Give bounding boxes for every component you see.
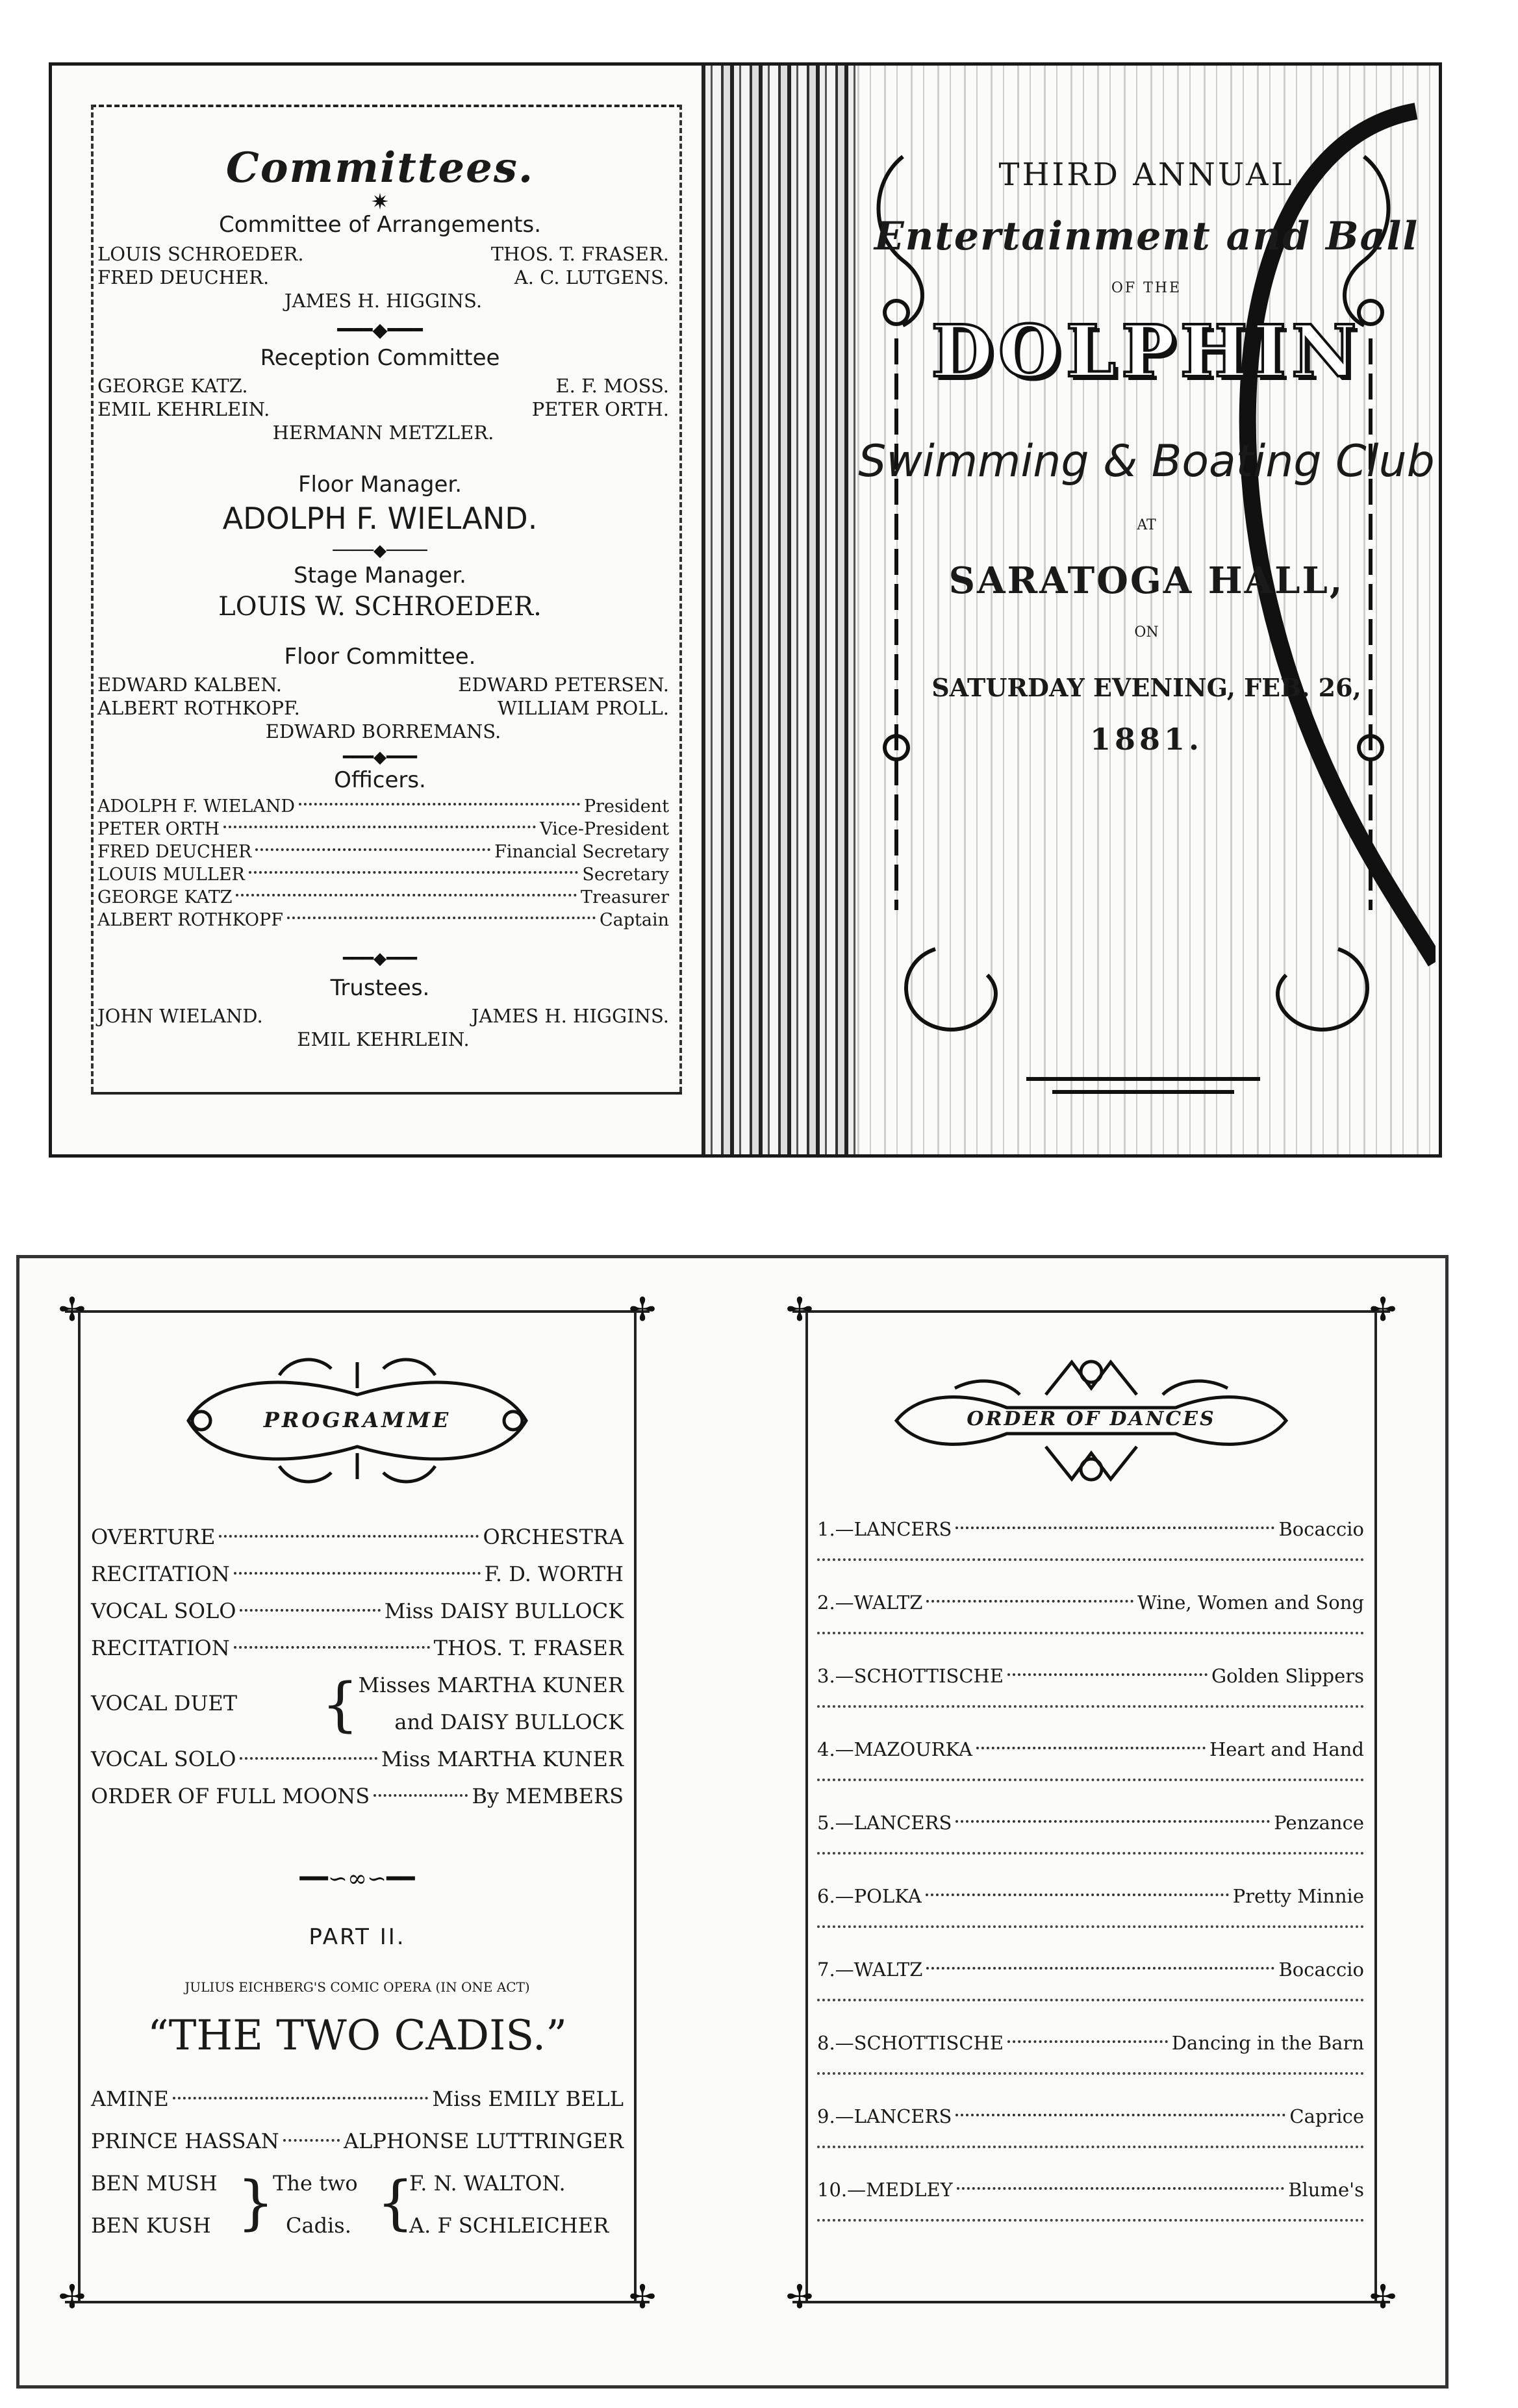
officer-name: GEORGE KATZ [97,887,233,907]
stage-manager-heading: Stage Manager. [294,563,466,589]
dance-tune: Heart and Hand [1209,1738,1364,1760]
dance-name: WALTZ [854,1591,923,1614]
arrangements-member: THOS. T. FRASER. [490,243,669,265]
brace-icon: { [377,2169,414,2237]
dance-number: 4. [817,1738,835,1760]
arrangements-member: A. C. LUTGENS. [514,266,669,288]
programme-act: VOCAL SOLO [91,1599,236,1623]
cadis-note: Cadis. [286,2213,351,2238]
programme-list [91,1525,624,1817]
dance-number: 3. [817,1665,835,1687]
dance-name: MAZOURKA [854,1738,972,1760]
dance-number: 2. [817,1591,835,1614]
dance-tune: Dancing in the Barn [1171,2032,1364,2054]
programme-performer: ORCHESTRA [483,1525,624,1549]
floor-committee-member: EDWARD KALBEN. [97,674,282,696]
programme-duet [91,1673,624,1744]
cast-actor: F. N. WALTON. [409,2171,566,2196]
dance-number: 6. [817,1885,835,1907]
floor-committee-heading: Floor Committee. [284,644,476,670]
trustee-name: EMIL KEHRLEIN. [297,1028,470,1050]
arrangements-heading: Committee of Arrangements. [218,212,542,238]
programme-row [91,1599,624,1623]
dance-name: LANCERS [854,1812,952,1834]
stage-manager-name: LOUIS W. SCHROEDER. [218,592,542,622]
officer-name: ALBERT ROTHKOPF [97,910,283,930]
dance-name: LANCERS [854,2105,952,2127]
reception-member: GEORGE KATZ. [97,375,248,397]
dance-tune: Bocaccio [1278,1518,1364,1540]
officer-name: LOUIS MULLER [97,865,245,885]
floor-committee-member: ALBERT ROTHKOPF. [97,697,300,719]
brace-icon: { [322,1671,359,1739]
trustee-name: JAMES H. HIGGINS. [471,1005,669,1027]
reception-heading: Reception Committee [260,345,500,371]
bottom-scan-panel [16,1255,1448,2389]
star-ornament-icon: ✷ [370,189,390,215]
cast-list [91,2086,624,2281]
dance-tune: Golden Slippers [1211,1665,1364,1687]
corner-ornament-icon: ✢ [629,1291,656,1328]
officer-role: Treasurer [580,887,669,907]
dance-row: 8. — SCHOTTISCHE Dancing in the Barn [817,2032,1364,2054]
cast-role: PRINCE HASSAN [91,2129,279,2153]
reception-member: EMIL KEHRLEIN. [97,398,270,420]
dance-row: 4. — MAZOURKA Heart and Hand [817,1738,1364,1760]
dance-number: 5. [817,1812,835,1834]
programme-performer: F. D. WORTH [484,1562,624,1586]
dance-number: 7. [817,1958,835,1981]
programme-row [91,1784,624,1808]
dance-name: WALTZ [854,1958,923,1981]
divider-ornament-icon: ━━━◆━━━ [343,748,417,767]
dance-name: LANCERS [854,1518,952,1540]
programme-act: OVERTURE [91,1525,216,1549]
dance-tune: Pretty Minnie [1232,1885,1364,1907]
officer-role: Vice-President [540,819,669,839]
fold-streaks [702,66,857,1154]
trustees-heading: Trustees. [330,975,430,1001]
cover-on: ON [1134,624,1159,640]
dances-list [817,1518,1364,2272]
cover-entertainment: Entertainment and Ball [874,214,1419,259]
programme-performer: and DAISY BULLOCK [394,1710,624,1734]
cover-third-annual: THIRD ANNUAL [998,157,1295,193]
cover-venue: SARATOGA HALL, [948,559,1345,602]
dance-row: 10. — MEDLEY Blume's [817,2179,1364,2201]
programme-row [91,1747,624,1771]
floor-committee-member: EDWARD PETERSEN. [458,674,669,696]
corner-ornament-icon: ✢ [58,1291,86,1328]
dances-card [786,1291,1397,2324]
brace-icon: } [237,2169,275,2237]
programme-performer: Misses MARTHA KUNER [358,1673,624,1697]
programme-act: ORDER OF FULL MOONS [91,1784,370,1808]
floor-committee-member: WILLIAM PROLL. [498,697,669,719]
officers-heading: Officers. [334,767,426,793]
cast-role: BEN KUSH [91,2213,211,2238]
programme-row [91,1562,624,1586]
cover-club-name: DOLPHIN [931,309,1362,393]
programme-card [58,1291,656,2324]
officer-role: Financial Secretary [494,842,669,862]
corner-ornament-icon: ✢ [1369,2278,1397,2316]
programme-performer: THOS. T. FRASER [433,1636,624,1660]
officer-role: Captain [599,910,669,930]
dance-name: SCHOTTISCHE [854,2032,1004,2054]
corner-ornament-icon: ✢ [629,2278,656,2316]
officer-name: FRED DEUCHER [97,842,252,862]
cadis-note: The two [273,2171,358,2196]
dance-number: 1. [817,1518,835,1540]
programme-performer: Miss MARTHA KUNER [381,1747,624,1771]
programme-title: PROGRAMME [263,1408,451,1432]
dance-number: 9. [817,2105,835,2127]
cover-card [857,66,1436,1154]
scroll-ornament-icon [1278,949,1367,1030]
programme-act: RECITATION [91,1562,230,1586]
committees-card [78,92,682,1124]
cast-row [91,2086,624,2111]
cast-role: AMINE [91,2086,169,2111]
floor-manager-heading: Floor Manager. [297,472,462,498]
divider-ornament-icon: ━━━◆━━━ [337,319,423,342]
cover-of-the: OF THE [1111,280,1182,296]
dance-tune: Wine, Women and Song [1137,1591,1364,1614]
cast-role: BEN MUSH [91,2171,218,2196]
arrangements-member: LOUIS SCHROEDER. [97,243,304,265]
programme-performer: By MEMBERS [472,1784,624,1808]
reception-member: HERMANN METZLER. [272,422,494,444]
cast-actor: Miss EMILY BELL [432,2086,624,2111]
divider-ornament-icon: ━━∽∞∽━━ [299,1866,415,1892]
dance-row: 6. — POLKA Pretty Minnie [817,1885,1364,1907]
cover-date: SATURDAY EVENING, FEB. 26, [931,673,1361,702]
cover-at: AT [1137,517,1156,533]
cover-club-subtitle: Swimming & Boating Club [858,436,1435,487]
dance-row: 7. — WALTZ Bocaccio [817,1958,1364,1981]
officers-list [97,796,669,946]
programme-act: RECITATION [91,1636,230,1660]
programme-act: VOCAL SOLO [91,1747,236,1771]
programme-performer: Miss DAISY BULLOCK [384,1599,624,1623]
dance-row: 5. — LANCERS Penzance [817,1812,1364,1834]
corner-ornament-icon: ✢ [1369,1291,1397,1328]
officer-name: PETER ORTH [97,819,220,839]
officer-role: Secretary [582,865,669,885]
cover-year: 1881. [1089,722,1204,757]
dance-row: 3. — SCHOTTISCHE Golden Slippers [817,1665,1364,1687]
top-scan-panel [49,62,1442,1158]
corner-ornament-icon: ✢ [786,1291,813,1328]
dance-name: SCHOTTISCHE [854,1665,1004,1687]
dance-name: POLKA [854,1885,922,1907]
dance-tune: Bocaccio [1278,1958,1364,1981]
reception-member: E. F. MOSS. [555,375,669,397]
committees-title: Committees. [225,144,535,192]
part-heading: PART II. [309,1924,406,1950]
dance-tune: Penzance [1274,1812,1364,1834]
cast-actor: A. F SCHLEICHER [409,2213,609,2238]
scroll-ornament-icon [906,949,996,1030]
dance-tune: Caprice [1289,2105,1364,2127]
reception-member: PETER ORTH. [531,398,669,420]
dance-tune: Blume's [1288,2179,1364,2201]
corner-ornament-icon: ✢ [58,2278,86,2316]
opera-note: JULIUS EICHBERG'S COMIC OPERA (IN ONE ACT) [184,1979,530,1995]
cast-row [91,2129,624,2153]
arrangements-member: FRED DEUCHER. [97,266,270,288]
officer-name: ADOLPH F. WIELAND [97,796,296,817]
dance-name: MEDLEY [866,2179,953,2201]
dance-number: 8. [817,2032,835,2054]
divider-ornament-icon: ━━━◆━━━ [343,949,417,969]
officer-role: President [583,796,669,817]
opera-title: “THE TWO CADIS.” [147,2012,567,2060]
dance-row: 9. — LANCERS Caprice [817,2105,1364,2127]
trustee-name: JOHN WIELAND. [97,1005,263,1027]
cast-actor: ALPHONSE LUTTRINGER [344,2129,624,2153]
floor-committee-member: EDWARD BORREMANS. [265,720,501,742]
dances-title: ORDER OF DANCES [967,1408,1216,1430]
dance-row: 2. — WALTZ Wine, Women and Song [817,1591,1364,1614]
dance-number: 10. [817,2179,848,2201]
divider-ornament-icon: ────◆──── [333,541,427,561]
programme-row [91,1636,624,1660]
dance-row: 1. — LANCERS Bocaccio [817,1518,1364,1540]
arrangements-member: JAMES H. HIGGINS. [284,290,483,312]
floor-manager-name: ADOLPH F. WIELAND. [222,501,538,536]
corner-ornament-icon: ✢ [786,2278,813,2316]
programme-act: VOCAL DUET [91,1691,238,1716]
programme-row [91,1525,624,1549]
